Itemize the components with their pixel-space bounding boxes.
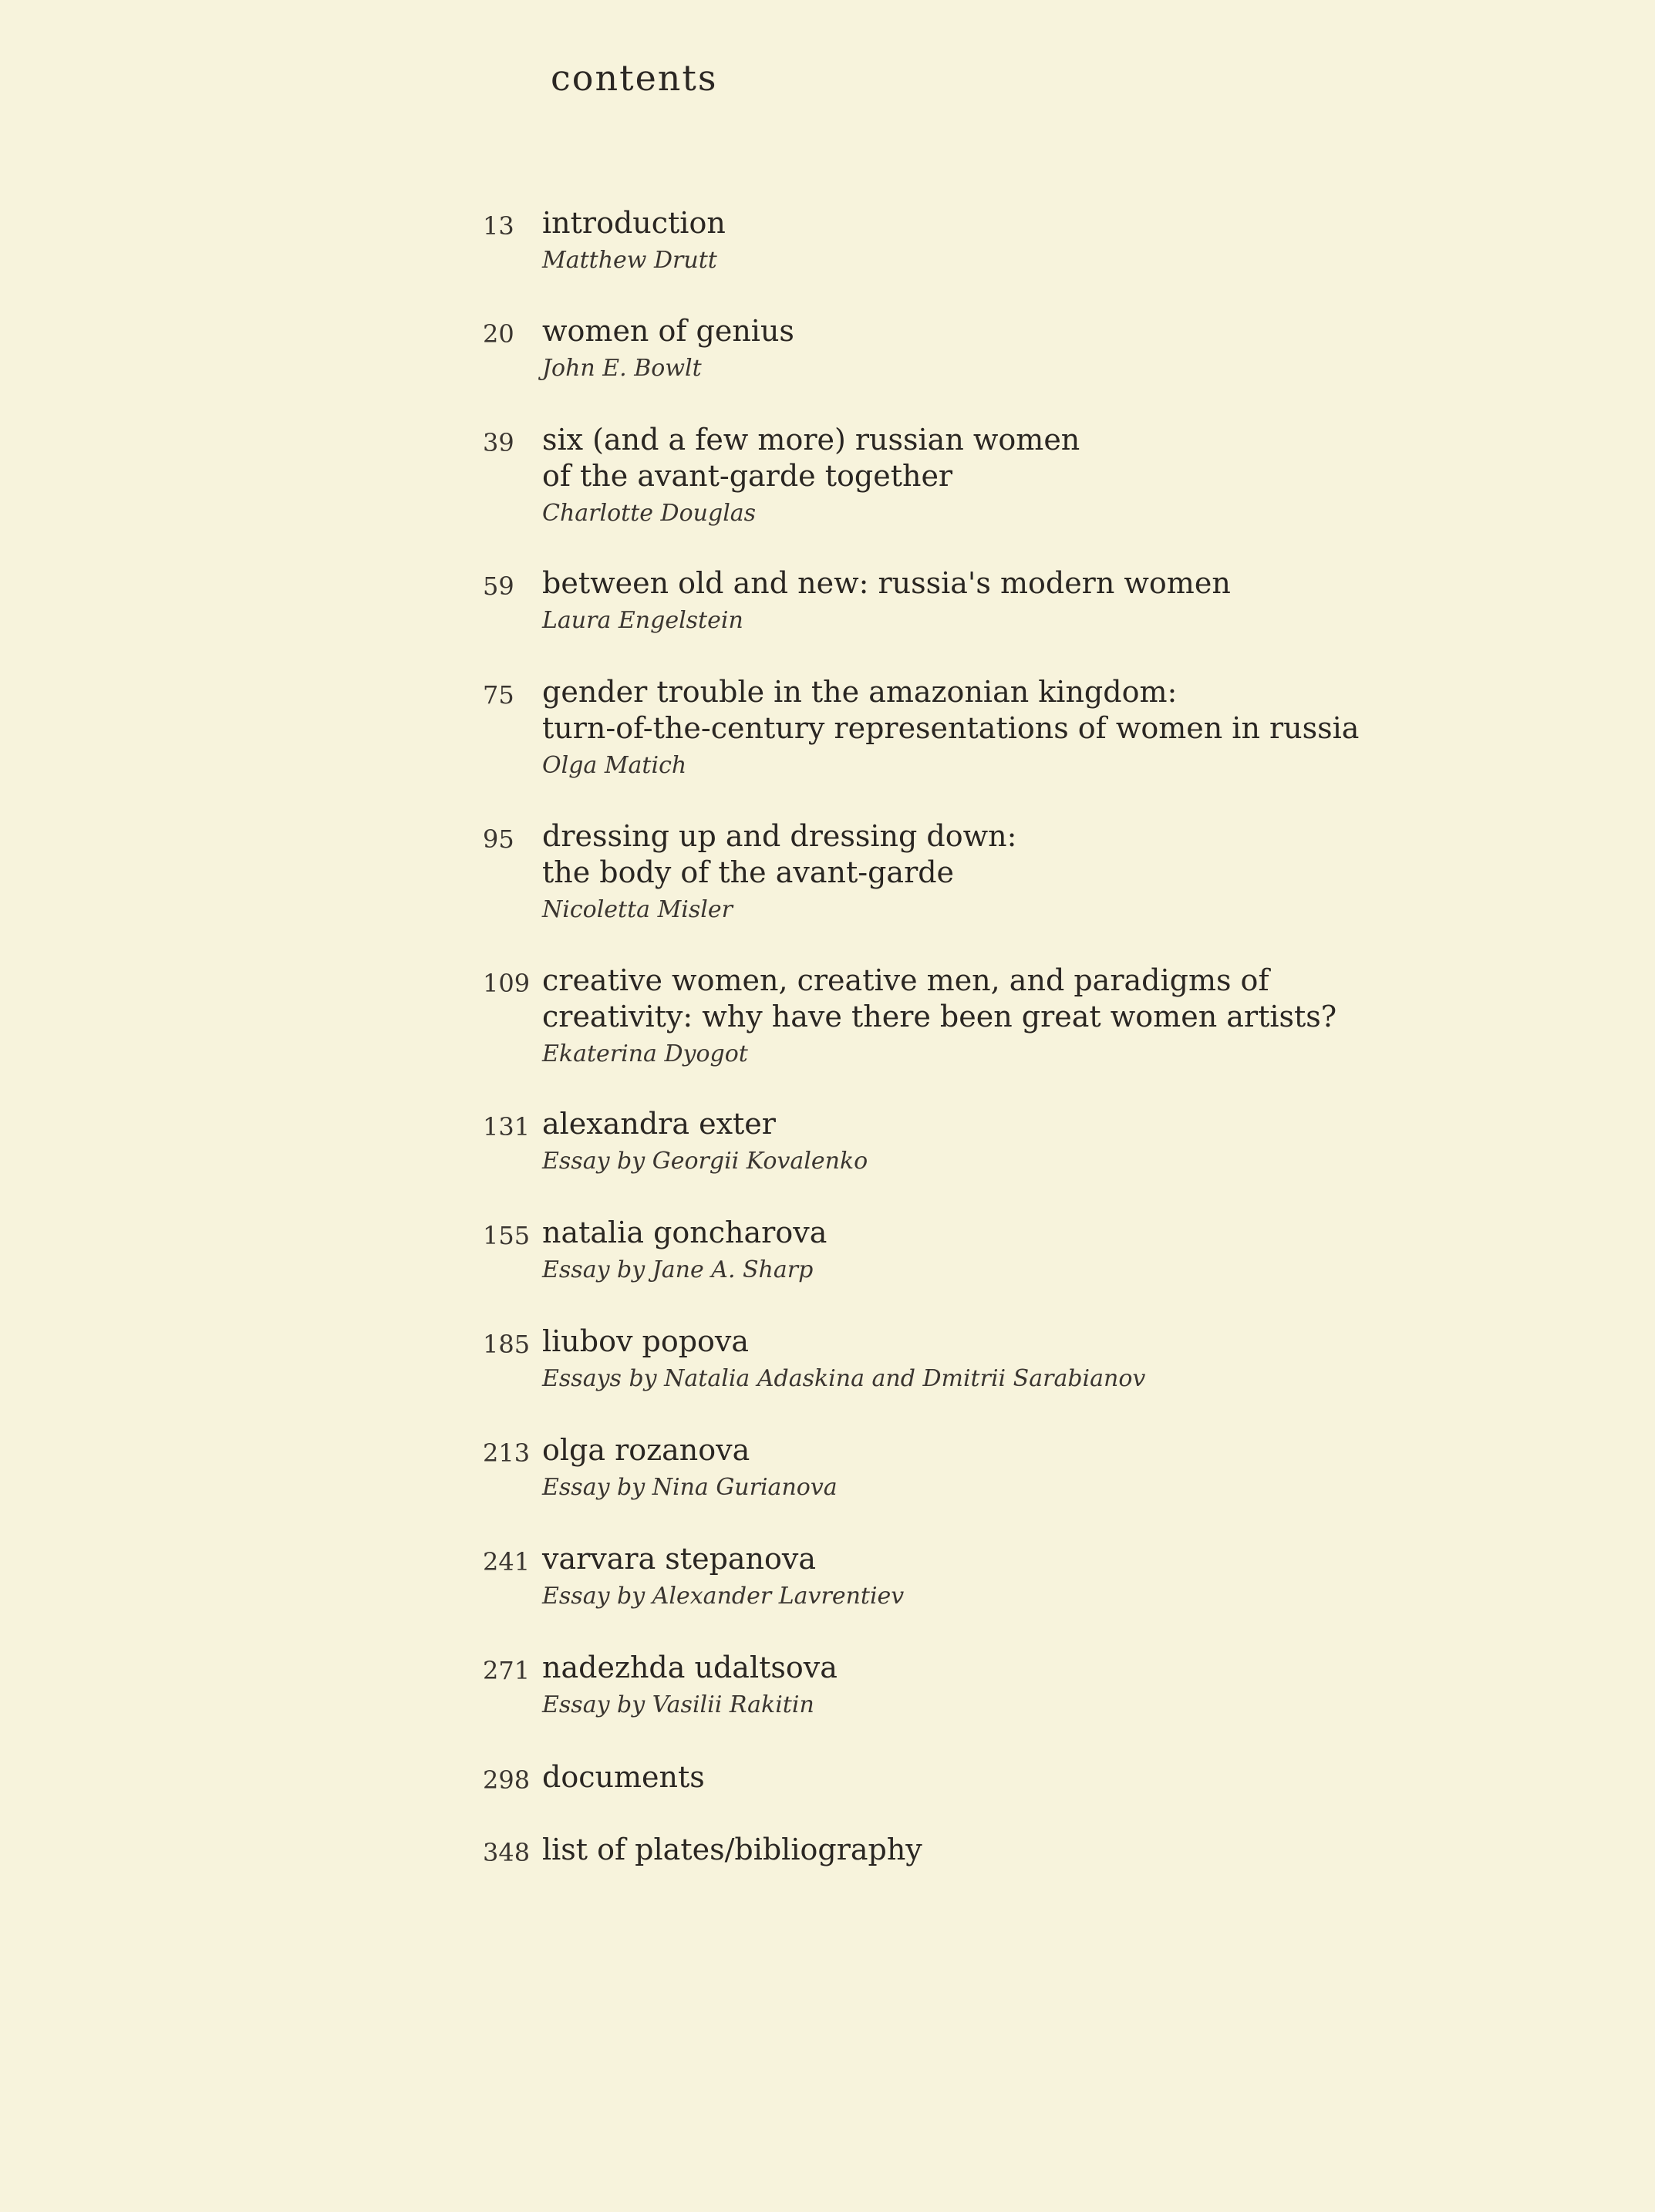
toc-page-number: 13 <box>483 211 514 241</box>
toc-page-number: 20 <box>483 319 514 349</box>
toc-title-line: gender trouble in the amazonian kingdom: <box>542 675 1178 709</box>
toc-author: Essays by Natalia Adaskina and Dmitrii Sarabianov <box>542 1365 1146 1392</box>
toc-title-line: list of plates/bibliography <box>542 1833 922 1866</box>
toc-title-line: turn-of-the-century representations of women in russia <box>542 711 1360 745</box>
toc-author: John E. Bowlt <box>542 355 702 382</box>
toc-title <box>542 1106 868 1142</box>
toc-page-number: 59 <box>483 572 514 601</box>
toc-author: Essay by Jane A. Sharp <box>542 1256 814 1283</box>
toc-title-line: varvara stepanova <box>542 1542 817 1576</box>
toc-title-line: of the avant-garde together <box>542 459 953 493</box>
toc-title <box>542 1832 922 1868</box>
toc-title-line: nadezhda udaltsova <box>542 1651 838 1684</box>
toc-page-number: 241 <box>483 1547 531 1576</box>
toc-page-number: 75 <box>483 680 514 710</box>
toc-page-number: 271 <box>483 1656 531 1685</box>
toc-title-line: natalia goncharova <box>542 1216 828 1249</box>
toc-title <box>542 1432 838 1468</box>
toc-title-line: creativity: why have there been great women artists? <box>542 1000 1337 1034</box>
toc-title-line: olga rozanova <box>542 1433 750 1467</box>
toc-title-line: alexandra exter <box>542 1107 776 1141</box>
page-title: contents <box>551 57 718 99</box>
toc-author: Charlotte Douglas <box>542 500 757 527</box>
toc-page-number: 109 <box>483 969 531 998</box>
toc-page-number: 213 <box>483 1438 531 1468</box>
toc-author: Essay by Alexander Lavrentiev <box>542 1583 905 1610</box>
toc-title <box>542 818 1016 891</box>
toc-author: Essay by Vasilii Rakitin <box>542 1691 814 1718</box>
toc-author: Matthew Drutt <box>542 247 717 274</box>
toc-page-number: 155 <box>483 1221 531 1250</box>
toc-title <box>542 1650 838 1686</box>
toc-title-line: women of genius <box>542 314 794 348</box>
toc-title <box>542 205 726 241</box>
toc-title-line: the body of the avant-garde <box>542 855 955 889</box>
toc-author: Ekaterina Dyogot <box>542 1040 748 1067</box>
toc-title-line: introduction <box>542 206 726 240</box>
toc-title-line: creative women, creative men, and paradigms of <box>542 963 1269 997</box>
toc-title <box>542 1541 904 1577</box>
toc-page-number: 95 <box>483 824 514 854</box>
toc-title <box>542 1759 705 1796</box>
toc-title <box>542 313 794 349</box>
toc-author: Essay by Georgii Kovalenko <box>542 1148 868 1175</box>
toc-title <box>542 963 1336 1035</box>
toc-page-number: 298 <box>483 1765 531 1795</box>
toc-page-number: 185 <box>483 1330 531 1359</box>
toc-author: Nicoletta Misler <box>542 896 733 923</box>
toc-title <box>542 674 1359 747</box>
toc-title-line: documents <box>542 1760 705 1794</box>
toc-page-number: 39 <box>483 428 514 457</box>
toc-author: Essay by Nina Gurianova <box>542 1474 838 1501</box>
toc-title <box>542 422 1080 494</box>
toc-page-number: 131 <box>483 1112 531 1141</box>
toc-author: Olga Matich <box>542 752 687 779</box>
toc-title-line: between old and new: russia's modern women <box>542 566 1231 600</box>
toc-page-number: 348 <box>483 1838 531 1867</box>
toc-author: Laura Engelstein <box>542 607 743 634</box>
toc-title <box>542 1215 827 1251</box>
toc-title <box>542 1323 1145 1360</box>
toc-title-line: six (and a few more) russian women <box>542 423 1080 457</box>
toc-title-line: liubov popova <box>542 1324 750 1358</box>
toc-title <box>542 565 1231 602</box>
toc-title-line: dressing up and dressing down: <box>542 819 1017 853</box>
